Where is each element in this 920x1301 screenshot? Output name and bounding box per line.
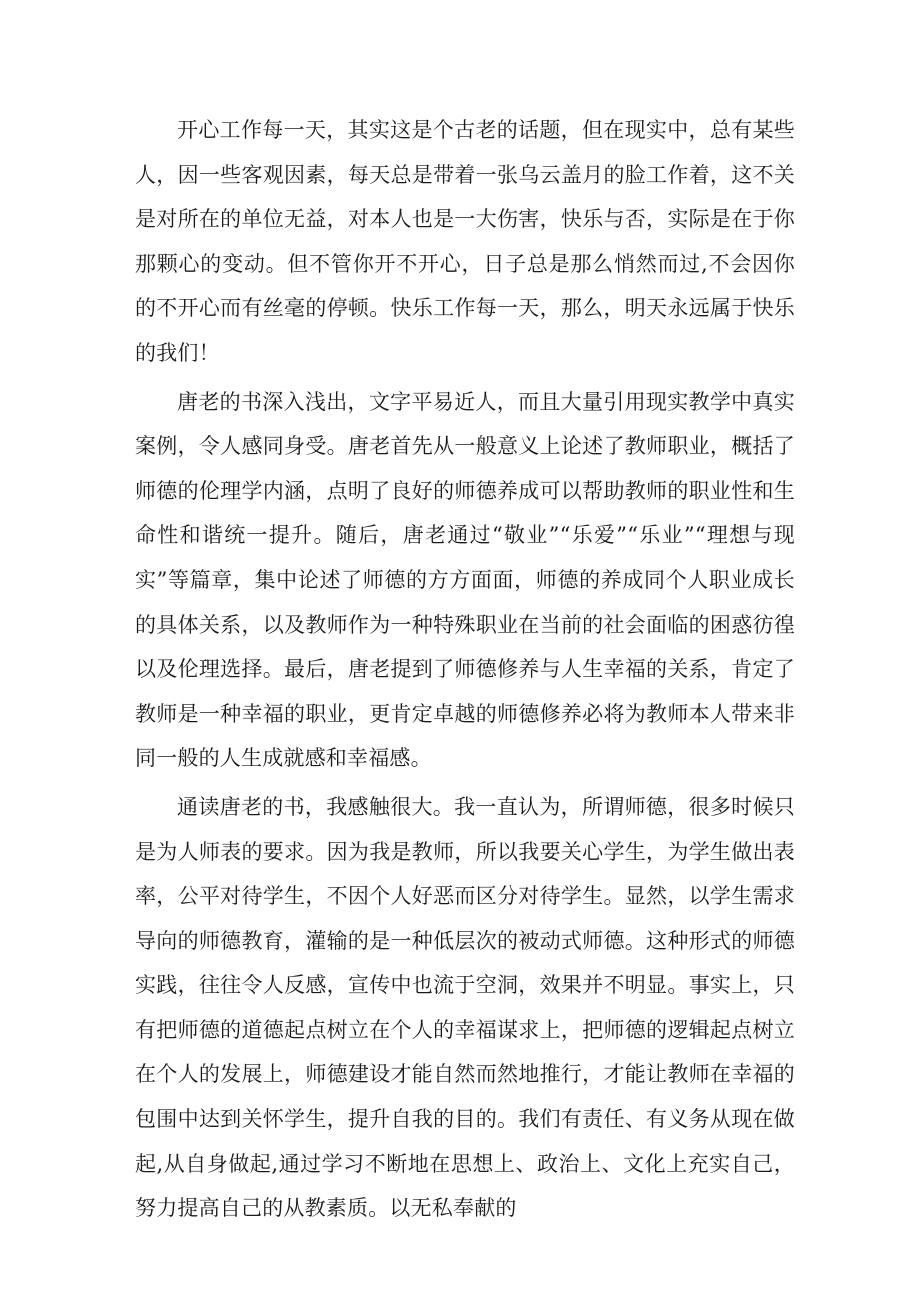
paragraph-2: 唐老的书深入浅出，文字平易近人，而且大量引用现实教学中真实案例，令人感同身受。唐老首先从一般意义上论述了教师职业，概括了师德的伦理学内涵，点明了良好的师德养成可以帮助教师的职业性和生命性和谐统一提升。随后，唐老通过“敬业”“乐爱”“乐业”“理想与现实”等篇章，集中论述了师德的方方面面，师德的养成同个人职业成长的具体关系，以及教师作为一种特殊职业在当前的社会面临的困惑彷徨以及伦理选择。最后，唐老提到了师德修养与人生幸福的关系，肯定了教师是一种幸福的职业，更肯定卓越的师德修养必将为教师本人带来非同一般的人生成就感和幸福感。 bbox=[135, 389, 795, 771]
paragraph-1: 开心工作每一天，其实这是个古老的话题，但在现实中，总有某些人，因一些客观因素，每天总是带着一张乌云盖月的脸工作着，这不关是对所在的单位无益，对本人也是一大伤害，快乐与否，实际是在于你那颗心的变动。但不管你开不开心，日子总是那么悄然而过,不会因你的不开心而有丝毫的停顿。快乐工作每一天，那么，明天永远属于快乐的我们！ bbox=[135, 118, 795, 365]
paragraph-3: 通读唐老的书，我感触很大。我一直认为，所谓师德，很多时候只是为人师表的要求。因为我是教师，所以我要关心学生，为学生做出表率，公平对待学生，不因个人好恶而区分对待学生。显然，以学生需求导向的师德教育，灌输的是一种低层次的被动式师德。这种形式的师德实践，往往令人反感，宣传中也流于空洞，效果并不明显。事实上，只有把师德的道德起点树立在个人的幸福谋求上，把师德的逻辑起点树立在个人的发展上，师德建设才能自然而然地推行，才能让教师在幸福的包围中达到关怀学生，提升自我的目的。我们有责任、有义务从现在做起,从自身做起,通过学习不断地在思想上、政治上、文化上充实自己，努力提高自己的从教素质。以无私奉献的 bbox=[135, 794, 795, 1221]
document-body bbox=[135, 108, 795, 1231]
